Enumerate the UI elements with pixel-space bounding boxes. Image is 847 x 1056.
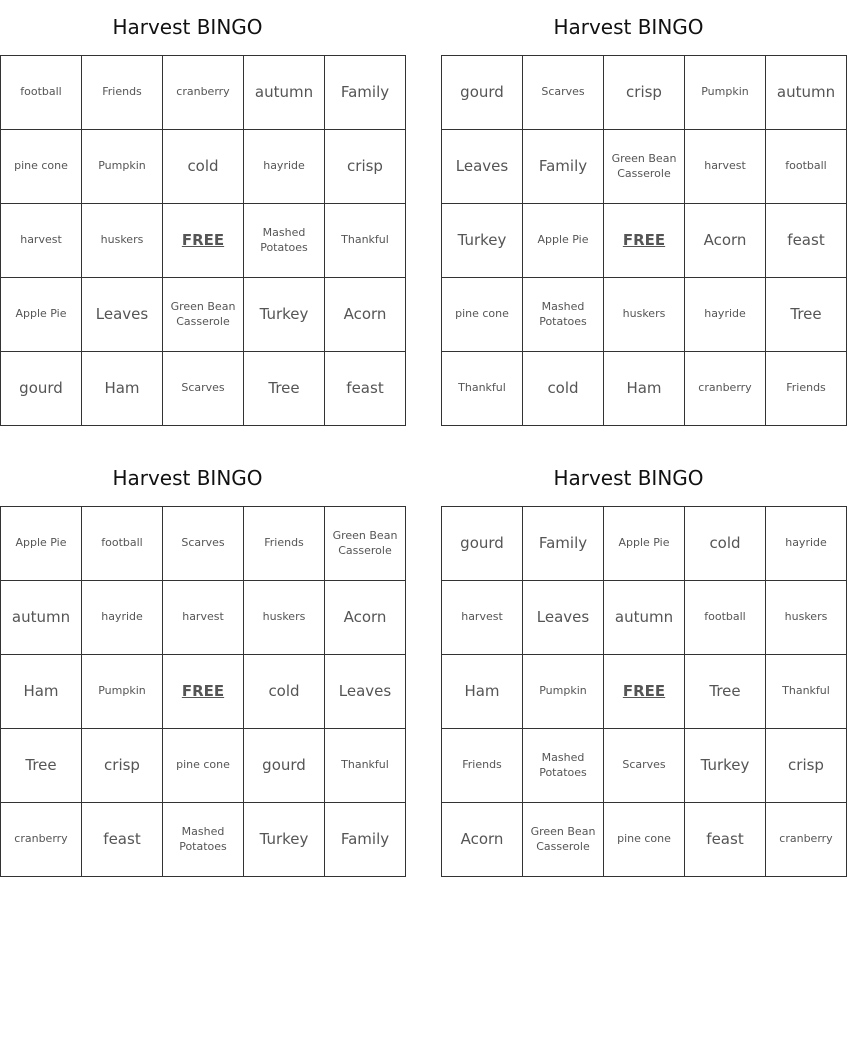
bingo-cell: huskers (766, 581, 847, 655)
bingo-cell: hayride (82, 581, 163, 655)
bingo-cell: Family (523, 130, 604, 204)
bingo-grid (0, 506, 406, 877)
grid-row (1, 507, 406, 581)
bingo-cell: Ham (442, 655, 523, 729)
bingo-cell: football (766, 130, 847, 204)
bingo-cell: huskers (604, 278, 685, 352)
bingo-cell: Turkey (685, 729, 766, 803)
bingo-card-2 (441, 0, 836, 426)
bingo-cell: Thankful (325, 204, 406, 278)
bingo-cell: cold (523, 352, 604, 426)
bingo-cell: harvest (685, 130, 766, 204)
bingo-cell: huskers (82, 204, 163, 278)
bingo-cell: autumn (766, 56, 847, 130)
bingo-cell: Acorn (442, 803, 523, 877)
bingo-cell: Friends (766, 352, 847, 426)
bingo-cell: feast (766, 204, 847, 278)
grid-row (1, 581, 406, 655)
bingo-cell: feast (82, 803, 163, 877)
bingo-cell: cold (685, 507, 766, 581)
bingo-cell: Turkey (244, 803, 325, 877)
bingo-cell: hayride (244, 130, 325, 204)
bingo-cell: autumn (244, 56, 325, 130)
free-space: FREE (163, 655, 244, 729)
bingo-cell: Scarves (604, 729, 685, 803)
card-title: Harvest BINGO (112, 466, 263, 490)
bingo-cell: hayride (685, 278, 766, 352)
bingo-cell: Mashed Potatoes (523, 729, 604, 803)
bingo-grid (0, 55, 406, 426)
grid-row (1, 803, 406, 877)
bingo-cell: Friends (442, 729, 523, 803)
bingo-cell: feast (325, 352, 406, 426)
bingo-cell: Acorn (685, 204, 766, 278)
grid-row (442, 581, 847, 655)
bingo-cell: Apple Pie (523, 204, 604, 278)
bingo-cell: autumn (604, 581, 685, 655)
bingo-grid (441, 55, 847, 426)
bingo-cell: Acorn (325, 581, 406, 655)
bingo-cell: Friends (244, 507, 325, 581)
grid-row (1, 56, 406, 130)
grid-row (442, 352, 847, 426)
grid-row (442, 204, 847, 278)
bingo-card-1 (0, 0, 390, 426)
card-title: Harvest BINGO (112, 15, 263, 39)
grid-row (1, 130, 406, 204)
bingo-cell: Mashed Potatoes (163, 803, 244, 877)
bingo-cell: Ham (82, 352, 163, 426)
bingo-cell: football (1, 56, 82, 130)
bingo-cell: Mashed Potatoes (244, 204, 325, 278)
bingo-cell: cold (163, 130, 244, 204)
bingo-cell: Green Bean Casserole (325, 507, 406, 581)
bingo-cell: Family (325, 803, 406, 877)
bingo-cell: gourd (442, 507, 523, 581)
bingo-cell: crisp (325, 130, 406, 204)
bingo-grid (441, 506, 847, 877)
bingo-cell: Apple Pie (1, 278, 82, 352)
grid-row (1, 655, 406, 729)
bingo-cell: Turkey (244, 278, 325, 352)
grid-row (442, 56, 847, 130)
bingo-cell: Leaves (325, 655, 406, 729)
bingo-cell: crisp (766, 729, 847, 803)
bingo-cell: Leaves (82, 278, 163, 352)
bingo-cell: Thankful (325, 729, 406, 803)
bingo-cell: Green Bean Casserole (604, 130, 685, 204)
bingo-cell: gourd (442, 56, 523, 130)
grid-row (442, 130, 847, 204)
bingo-cell: Tree (685, 655, 766, 729)
bingo-cell: hayride (766, 507, 847, 581)
bingo-cell: harvest (442, 581, 523, 655)
card-title: Harvest BINGO (553, 15, 704, 39)
grid-row (1, 352, 406, 426)
free-space: FREE (604, 204, 685, 278)
grid-row (1, 729, 406, 803)
bingo-cell: Apple Pie (604, 507, 685, 581)
bingo-cell: cranberry (685, 352, 766, 426)
bingo-cell: Scarves (163, 507, 244, 581)
bingo-cell: Leaves (523, 581, 604, 655)
bingo-cell: cranberry (1, 803, 82, 877)
bingo-cell: feast (685, 803, 766, 877)
grid-row (442, 803, 847, 877)
bingo-cell: cranberry (163, 56, 244, 130)
bingo-cell: Tree (766, 278, 847, 352)
bingo-cell: cold (244, 655, 325, 729)
bingo-cell: gourd (244, 729, 325, 803)
grid-row (1, 278, 406, 352)
bingo-cell: football (685, 581, 766, 655)
bingo-card-4 (441, 451, 833, 877)
bingo-cell: Leaves (442, 130, 523, 204)
bingo-cell: Thankful (766, 655, 847, 729)
bingo-cell: Pumpkin (82, 130, 163, 204)
bingo-cell: Family (523, 507, 604, 581)
bingo-cell: huskers (244, 581, 325, 655)
bingo-cell: harvest (163, 581, 244, 655)
bingo-card-3 (0, 451, 398, 877)
grid-row (442, 729, 847, 803)
bingo-cell: autumn (1, 581, 82, 655)
bingo-cell: Mashed Potatoes (523, 278, 604, 352)
bingo-cell: pine cone (1, 130, 82, 204)
bingo-cell: Green Bean Casserole (163, 278, 244, 352)
bingo-cell: cranberry (766, 803, 847, 877)
grid-row (1, 204, 406, 278)
card-title: Harvest BINGO (553, 466, 704, 490)
bingo-cell: pine cone (163, 729, 244, 803)
bingo-cell: Family (325, 56, 406, 130)
bingo-cell: Pumpkin (82, 655, 163, 729)
bingo-cell: Apple Pie (1, 507, 82, 581)
bingo-cell: Ham (1, 655, 82, 729)
bingo-cell: football (82, 507, 163, 581)
bingo-cell: Acorn (325, 278, 406, 352)
bingo-cell: Pumpkin (523, 655, 604, 729)
bingo-cell: crisp (82, 729, 163, 803)
bingo-cell: Friends (82, 56, 163, 130)
grid-row (442, 507, 847, 581)
bingo-cell: Pumpkin (685, 56, 766, 130)
bingo-cell: Ham (604, 352, 685, 426)
bingo-cell: Green Bean Casserole (523, 803, 604, 877)
free-space: FREE (163, 204, 244, 278)
bingo-cell: crisp (604, 56, 685, 130)
bingo-cell: pine cone (604, 803, 685, 877)
bingo-cell: Thankful (442, 352, 523, 426)
bingo-cell: Tree (244, 352, 325, 426)
bingo-cell: harvest (1, 204, 82, 278)
bingo-cell: pine cone (442, 278, 523, 352)
bingo-cell: Tree (1, 729, 82, 803)
bingo-cell: gourd (1, 352, 82, 426)
bingo-cell: Scarves (163, 352, 244, 426)
free-space: FREE (604, 655, 685, 729)
bingo-cell: Scarves (523, 56, 604, 130)
grid-row (442, 278, 847, 352)
bingo-cell: Turkey (442, 204, 523, 278)
grid-row (442, 655, 847, 729)
